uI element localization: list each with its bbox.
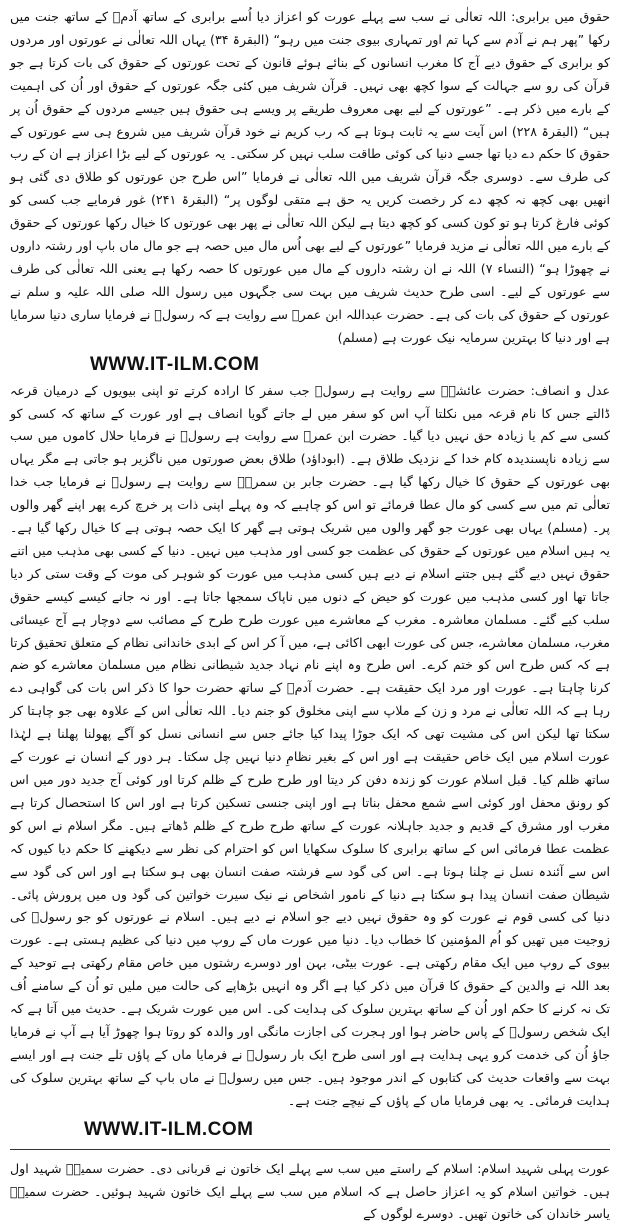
- paragraph-equality-rights: حقوق میں برابری: اللہ تعالٰی نے سب سے پہلے عورت کو اعزاز دیا اُسے برابری کے ساتھ آدمؑ کے ساتھ جنت میں رکھا ”پھر ہم نے آدم سے کہا تم اور تمہاری بیوی جنت میں رہو“ (البقرۃ ۳۴) یہاں اللہ تعالٰی نے عورتوں اور مردوں کو برابری کے حقوق دیے آج کا مغرب انسانوں کے بنائے ہوئے قانون کے تحت عورتوں کے حقوق کی بات کرتا ہے جو قرآن کی رو سے جہالت کے سوا کچھ بھی نہیں۔ قرآن شریف میں کئی جگہ عورتوں کے حقوق اور اُن کی اہمیت کے بارے میں ذکر ہے۔ ”عورتوں کے لیے بھی معروف طریقے پر ویسے ہی حقوق ہیں جیسے مردوں کے حقوق اُن پر ہیں“ (البقرۃ ۲۲۸) اس آیت سے یہ ثابت ہوتا ہے کہ رب کریم نے خود قرآن شریف میں شروع ہی سے عورتوں کے حقوق کا حکم دے دیا تھا جسے دنیا کی کوئی طاقت سلب نہیں کر سکتی۔ یہ عورتوں کے لیے بڑا اعزاز ہے ان کے رب کی طرف سے۔ دوسری جگہ قرآن شریف میں اللہ تعالٰی نے فرمایا ”اس طرح جن عورتوں کو طلاق دی گئی ہو انھیں بھی کچھ نہ کچھ دے کر رخصت کریں یہ حق ہے متقی لوگوں پر“ (البقرۃ ۲۴۱) غور فرمایے جب کسی کو کوئی فارغ کرتا ہو تو کون کسی کو کچھ دیتا ہے لیکن اللہ تعالٰی نے پھر بھی عورتوں کا خیال رکھا عورتوں کے حقوق کے بارے میں اللہ تعالٰی نے مزید فرمایا ”عورتوں کے لیے بھی اُس مال میں حصہ ہے جو مال ماں باپ اور رشتہ داروں نے چھوڑا ہو“ (النساء ۷) اللہ نے ان رشتہ داروں کے مال میں عورتوں کا حصہ رکھا ہے یعنی اللہ تعالٰی کی طرف سے عورتوں کے لیے۔ اسی طرح حدیث شریف میں بہت سی جگہوں میں رسول اللہ صلی اللہ علیہ و سلم نے عورتوں کے حقوق کی بات کی ہے۔ حضرت عبداللہ ابن عمرؓ سے روایت ہے کہ رسولؐ نے فرمایا ساری دنیا سرمایا ہے اور دنیا کا بہترین سرمایہ نیک عورت ہے (مسلم): [10, 9, 610, 345]
- section-divider: [10, 1149, 610, 1150]
- paragraph-first-martyr: عورت پہلی شہید اسلام: اسلام کے راستے میں سب سے پہلے ایک خاتون نے قربانی دی۔ حضرت سمیہؓ شہید اول ہیں۔ خواتین اسلام کو یہ اعزاز حاصل ہے کہ اسلام میں سب سے پہلے ایک خاتون شہید ہوئیں۔ حضرت سمیہؓ یاسر خاندان کی خاتون تھیں۔ دوسرے لوگوں کے: [10, 1160, 610, 1222]
- watermark-site-url: WWW.IT-ILM.COM: [90, 353, 260, 375]
- paragraph-justice-fairness: عدل و انصاف: حضرت عائشہؓ سے روایت ہے رسولؐ جب سفر کا ارادہ کرتے تو اپنی بیویوں کے درمیان قرعہ ڈالتے جس کا نام قرعہ میں نکلتا آپ اس کو سفر میں لے جاتے گویا انصاف ہے اور عورت کے ساتھ کہ کسی کو کسی سے کم یا زیادہ حق نہیں دیا گیا۔ حضرت ابن عمرؓ سے روایت ہے رسولؐ نے فرمایا حلال کاموں میں سب سے زیادہ ناپسندیدہ کام خدا کے نزدیک طلاق ہے۔ (ابوداؤد) طلاق بعض صورتوں میں ناگزیر ہو جاتی ہے مگر یہاں بھی عورتوں کے حقوق کا خیال رکھا گیا ہے۔ حضرت جابر بن سمرہؓ سے روایت ہے رسولؐ نے فرمایا جب خدا تعالٰی تم میں سے کسی کو مال عطا فرمائے تو اس کو چاہیے کہ وہ پہلے اپنی ذات پر خرچ کرے پھر اپنے گھر والوں پر۔ (مسلم) یہاں بھی عورت جو گھر والوں میں شریک ہوتی ہے گھر کا ایک حصہ ہوتی ہے کا خیال رکھا گیا ہے۔ یہ ہیں اسلام میں عورتوں کے حقوق کی عظمت جو کسی اور مذہب میں نہیں۔ دنیا کے کسی بھی مذہب میں اتنے حقوق نہیں دیے گئے ہیں جتنے اسلام نے دیے ہیں کسی مذہب میں عورت کو شوہر کی موت کے وقت ستی کر دیا جاتا تھا اور کسی مذہب میں عورت کو حیض کے دنوں میں ناپاک سمجھا جاتا ہے۔ اور نہ جانے کیسے کیسے حقوق سلب کیے گئے۔ مسلمان معاشرہ۔ مغرب کے معاشرے میں عورت طرح طرح کے مصائب سے دوچار ہے آج عیسائی مغرب، مسلمان معاشرے، جس کی عورت ابھی اکائی ہے، میں آ کر اس کے ابدی خاندانی نظام کے متعلق تحقیق کرتا ہے کہ کس طرح اس کو ختم کرے۔ اس طرح وہ اپنے نام نہاد جدید شیطانی نظام میں مسلمان معاشرے کو ضم کرنا چاہتا ہے۔ عورت اور مرد ایک حقیقت ہے۔ حضرت آدمؑ کے ساتھ حضرت حوا کا ذکر اس بات کی گواہی دے رہا ہے کہ اللہ تعالٰی نے مرد و زن کے ملاپ سے اپنی مخلوق کو جنم دیا۔ اللہ تعالٰی اس کے علاوہ بھی جو چاہتا کر سکتا تھا لیکن اس کی مشیت تھی کہ ایک جوڑا پیدا کیا جائے جس سے انسانی نسل کو آگے پھولنا پھلنا ہے لہٰذا عورت اسلام میں ایک خاص حقیقت ہے اور اس کے بغیر نظامِ دنیا نہیں چل سکتا۔ ہر دور کے انسان نے عورت کے ساتھ ظلم کیا۔ قبل اسلام عورت کو زندہ دفن کر دیتا اور طرح طرح کے ظلم کرتا اور کوئی آج جدید دور میں اس کو رونق محفل اور کوئی اسے شمع محفل بناتا ہے اور اپنی جنسی تسکین کرتا ہے اور اس کا استحصال کرتا ہے مغرب اور مشرق کے قدیم و جدید جاہلانہ عورت کے ساتھ طرح طرح کے ظلم ڈھاتے ہیں۔ مگر اسلام نے اس کو عظمت عطا فرمائی اس کے ساتھ برابری کا سلوک سکھایا اس کو احترام کی نظر سے دیکھنے کا حکم دیا کیوں کہ اس سے آئندہ نسل نے چلنا ہوتا ہے۔ اس کی گود سے فرشتہ صفت انسان بھی ہو سکتا ہے اور اس کی گود سے شیطان صفت انسان پیدا ہو سکتا ہے دنیا کے نامور اشخاص نے نیک سیرت خواتین کی گود وں میں پرورش پائی۔ دنیا کی کسی قوم نے عورت کو وہ حقوق نہیں دیے جو اسلام نے دیے ہیں۔ اسلام نے عورتوں کو جو رسولؐ کی زوجیت میں تھیں کو اُم المؤمنین کا خطاب دیا۔ دنیا میں عورت ماں کے روپ میں دنیا کی عظیم ہستی ہے۔ عورت بیوی کے روپ میں ایک مقام رکھتی ہے۔ عورت بیٹی، بہن اور دوسرے رشتوں میں خاص مقام رکھتی ہے توحید کے بعد اللہ نے والدین کے حقوق کا قرآن میں ذکر کیا ہے اگر وہ انہیں بڑھاپے کی حالت میں ملیں تو اُن کے سامنے اُف تک نہ کرنے کا حکم اور اُن کے ساتھ بہترین سلوک کی ہدایت کی۔ اس میں عورت شریک ہے۔ حدیث میں آتا ہے کہ ایک شخص رسولؐ کے پاس حاضر ہوا اور ہجرت کی اجازت مانگی اور والدہ کو روتا ہوا چھوڑ آیا ہے آپ نے فرمایا جاؤ اُن کی خدمت کرو یہی ہدایت ہے اور اسی طرح ایک بار رسولؐ نے فرمایا ماں کے پاؤں تلے جنت ہے اور ایسے بہت سے واقعات حدیث کی کتابوں کے اندر موجود ہیں۔ جس میں رسولؐ نے ماں باپ کے ساتھ بہترین سلوک کی ہدایت فرمائی۔ یہ بھی فرمایا ماں کے پاؤں کے نیچے جنت ہے۔: [10, 382, 610, 1108]
- watermark-site-url-2: WWW.IT-ILM.COM: [84, 1118, 254, 1140]
